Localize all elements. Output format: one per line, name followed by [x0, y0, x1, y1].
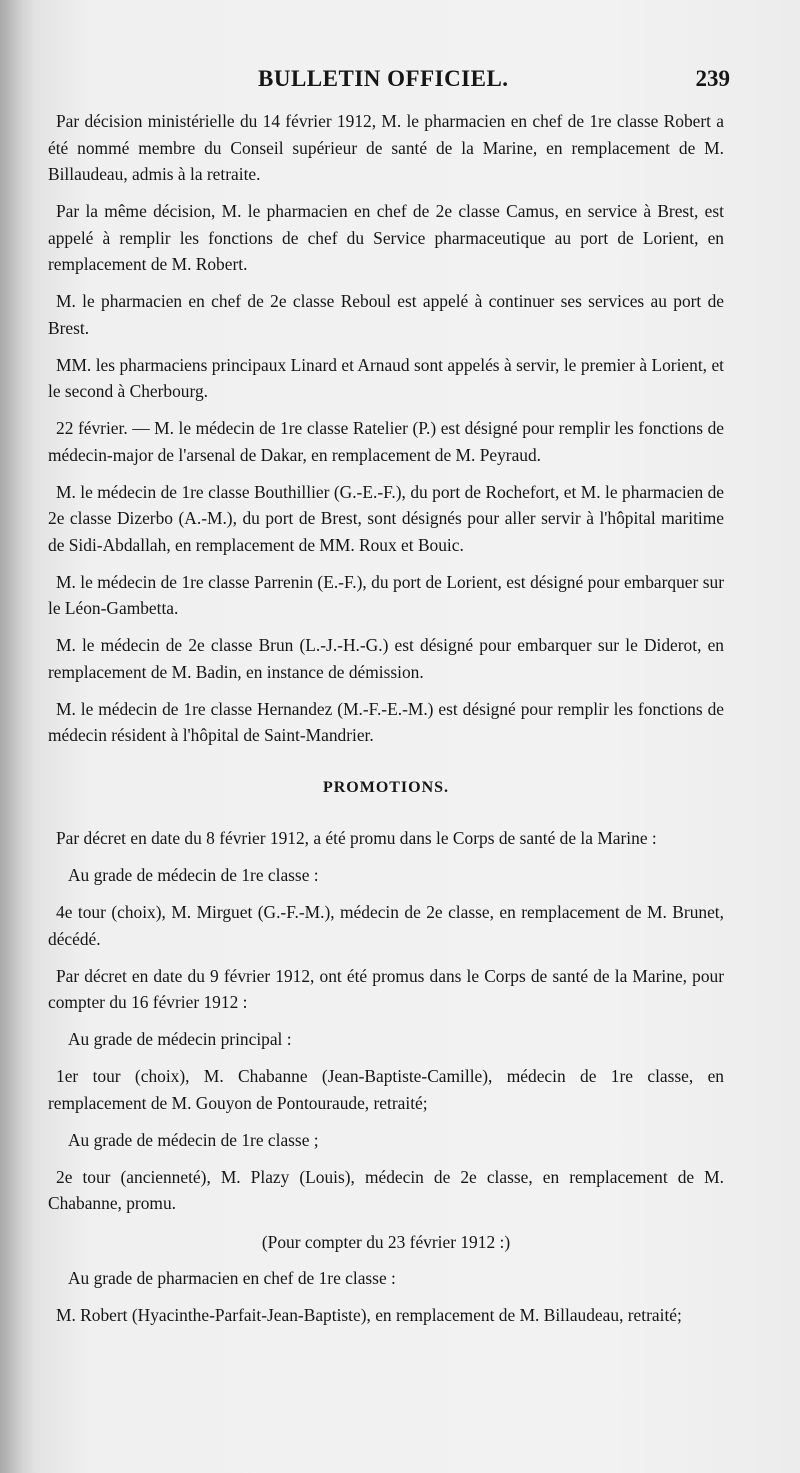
paragraph: Par la même décision, M. le pharmacien en chef de 2e classe Camus, en service à Brest, est appelé à remplir les fonctions de chef du Service pharmaceutique au port de Lorient, en remplacement de M. Robert.	[48, 201, 724, 274]
grade-heading: Au grade de médecin principal :	[68, 1029, 292, 1049]
paragraph: MM. les pharmaciens principaux Linard et Arnaud sont appelés à servir, le premier à Lorient, et le second à Cherbourg.	[48, 354, 724, 401]
section-heading: PROMOTIONS.	[322, 778, 450, 796]
grade-heading: Au grade de médecin de 1re classe :	[68, 865, 319, 885]
grade-heading: Au grade de pharmacien en chef de 1re classe :	[68, 1268, 396, 1288]
page-header	[70, 62, 730, 102]
binding-shadow	[0, 0, 34, 1473]
paragraph: M. le médecin de 2e classe Brun (L.-J.-H.-G.) est désigné pour embarquer sur le Diderot, en remplacement de M. Badin, en instance de démission.	[48, 635, 724, 682]
effective-date-note: (Pour compter du 23 février 1912 :)	[261, 1231, 511, 1252]
paragraph: 22 février. — M. le médecin de 1re classe Ratelier (P.) est désigné pour remplir les fonctions de médecin-major de l'arsenal de Dakar, en remplacement de M. Peyraud.	[48, 418, 724, 465]
grade-heading: Au grade de médecin de 1re classe ;	[68, 1129, 319, 1150]
decree-paragraph: Par décret en date du 8 février 1912, a été promu dans le Corps de santé de la Marine :	[56, 828, 657, 848]
paragraph: M. le médecin de 1re classe Bouthillier (G.-E.-F.), du port de Rochefort, et M. le pharmacien de 2e classe Dizerbo (A.-M.), du port de Brest, sont désignés pour aller servir à l'hôpital maritime de Sidi-Abdallah, en remplacement de MM. Roux et Bouic.	[48, 481, 724, 555]
decree-paragraph: Par décret en date du 9 février 1912, ont été promus dans le Corps de santé de la Marine, pour compter du 16 février 1912 :	[48, 965, 724, 1012]
promotion-entry: 4e tour (choix), M. Mirguet (G.-F.-M.), médecin de 2e classe, en remplacement de M. Brunet, décédé.	[48, 902, 724, 949]
running-title: BULLETIN OFFICIEL.	[258, 66, 509, 91]
paragraph: M. le pharmacien en chef de 2e classe Reboul est appelé à continuer ses services au port de Brest.	[48, 291, 724, 338]
paragraph: M. le médecin de 1re classe Parrenin (E.-F.), du port de Lorient, est désigné pour embarquer sur le Léon-Gambetta.	[48, 571, 724, 618]
page-number: 239	[695, 66, 730, 91]
paragraph: M. le médecin de 1re classe Hernandez (M.-F.-E.-M.) est désigné pour remplir les fonctions de médecin résident à l'hôpital de Saint-Mandrier.	[48, 698, 724, 745]
promotion-entry: 1er tour (choix), M. Chabanne (Jean-Baptiste-Camille), médecin de 1re classe, en remplacement de M. Gouyon de Pontouraude, retraité;	[48, 1066, 724, 1113]
promotion-entry: 2e tour (ancienneté), M. Plazy (Louis), médecin de 2e classe, en remplacement de M. Chabanne, promu.	[48, 1166, 724, 1213]
document-body	[48, 108, 724, 1339]
promotion-entry: M. Robert (Hyacinthe-Parfait-Jean-Baptiste), en remplacement de M. Billaudeau, retraité;	[56, 1305, 682, 1325]
paragraph: Par décision ministérielle du 14 février 1912, M. le pharmacien en chef de 1re classe Robert a été nommé membre du Conseil supérieur de santé de la Marine, en remplacement de M. Billaudeau, admis à la retraite.	[48, 111, 724, 184]
